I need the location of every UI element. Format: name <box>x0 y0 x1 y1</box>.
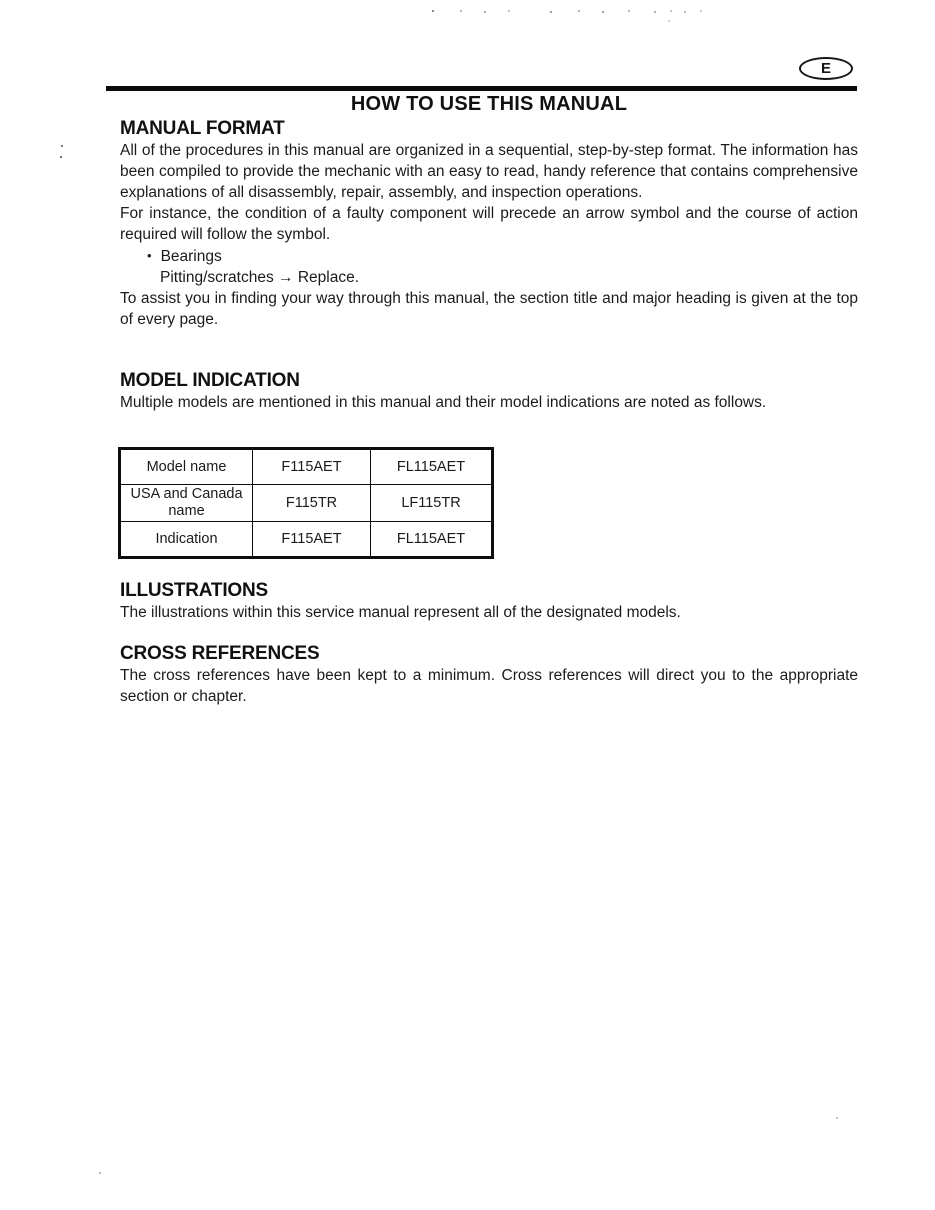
scan-noise-dots <box>432 10 434 12</box>
table-cell: F115TR <box>253 485 371 522</box>
table-row-label: USA and Canada name <box>120 485 253 522</box>
paragraph-manual-format-1: All of the procedures in this manual are organized in a sequential, step-by-step format. The information has been compiled to provide the mechanic with an easy to read, handy reference that contains comprehensive explanations of all disassembly, repair, assembly, and inspection operations. <box>120 142 858 201</box>
illustrations-body <box>120 602 858 623</box>
page-title: HOW TO USE THIS MANUAL <box>350 93 628 115</box>
section-heading-illustrations: ILLUSTRATIONS <box>120 580 268 601</box>
table-cell: FL115AET <box>371 449 493 485</box>
section-heading-cross-references: CROSS REFERENCES <box>120 643 320 664</box>
scan-noise-speck <box>99 1172 101 1174</box>
paragraph-model-indication: Multiple models are mentioned in this manual and their model indications are noted as follows. <box>120 394 767 411</box>
table-cell: F115AET <box>253 522 371 558</box>
model-indication-table <box>118 447 494 559</box>
table-cell: F115AET <box>253 449 371 485</box>
header-rule <box>106 86 857 91</box>
table-row <box>120 449 493 485</box>
table-cell: LF115TR <box>371 485 493 522</box>
paragraph-manual-format-2: For instance, the condition of a faulty component will precede an arrow symbol and the course of action required will follow the symbol. <box>120 205 858 243</box>
table-row <box>120 522 493 558</box>
table-row-label: Model name <box>120 449 253 485</box>
paragraph-cross-references: The cross references have been kept to a minimum. Cross references will direct you to the appropriate section or chapter. <box>120 667 858 705</box>
scan-noise-speck <box>61 145 63 147</box>
table-row-label: Indication <box>120 522 253 558</box>
section-heading-manual-format: MANUAL FORMAT <box>120 118 285 139</box>
bullet-item <box>120 245 858 267</box>
table-row <box>120 485 493 522</box>
bullet-item-detail: Pitting/scratches → Replace. <box>160 269 360 286</box>
language-badge <box>799 57 853 80</box>
section-heading-model-indication: MODEL INDICATION <box>120 370 300 391</box>
paragraph-manual-format-3: To assist you in finding your way through this manual, the section title and major heading is given at the top of every page. <box>120 290 858 328</box>
bullet-item-label: Bearings <box>160 248 222 265</box>
scan-noise-speck <box>836 1117 838 1119</box>
cross-references-body <box>120 665 858 707</box>
model-indication-intro <box>120 392 858 413</box>
bullet-icon: • <box>147 248 152 263</box>
paragraph-illustrations: The illustrations within this service manual represent all of the designated models. <box>120 604 681 621</box>
table-cell: FL115AET <box>371 522 493 558</box>
language-badge-letter: E <box>820 60 831 77</box>
manual-format-body <box>120 140 858 330</box>
